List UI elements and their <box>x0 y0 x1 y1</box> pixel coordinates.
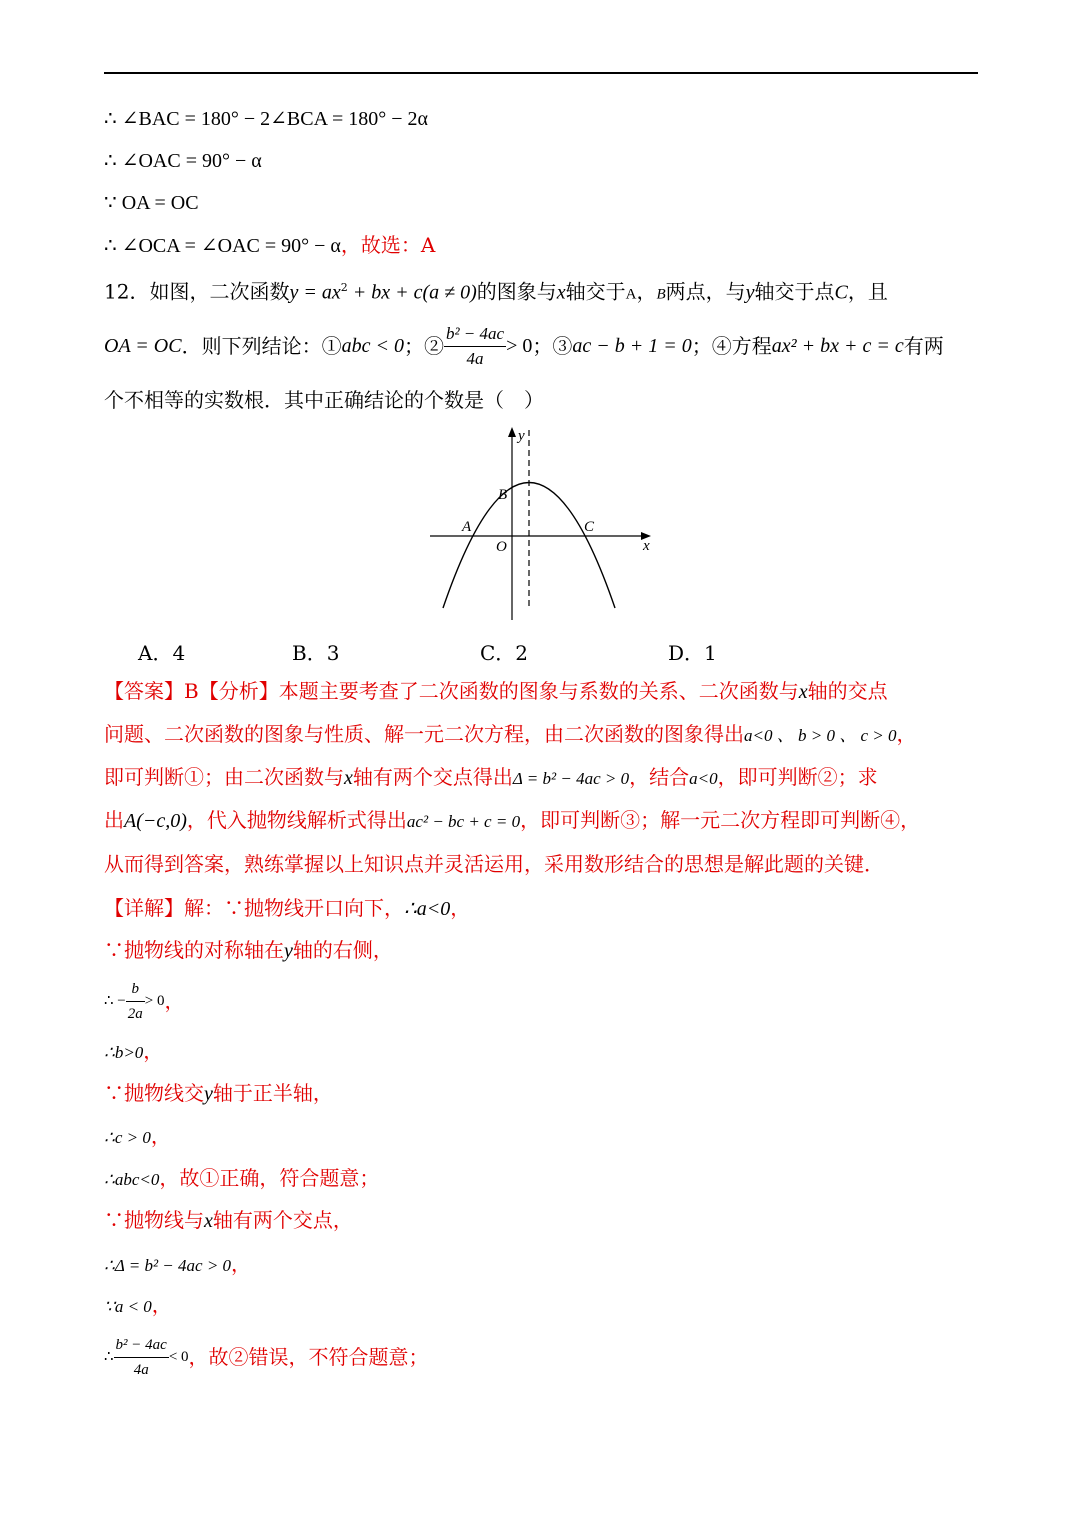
label-C: C <box>584 519 595 535</box>
detail-line-3: ∴ − $\frac{b}{2a}$ > 0 ， <box>104 978 184 1024</box>
detail-line-2: ∵抛物线的对称轴在y轴的右侧， <box>104 938 393 962</box>
fraction: $\frac{\text{b² − 4ac}}{4a}$ <box>445 323 505 368</box>
fraction: $\frac{b}{2a}$ <box>126 977 145 1026</box>
detail-line-9: ∴Δ = b² − 4ac > 0， <box>104 1252 252 1276</box>
label-A: A <box>462 519 472 535</box>
label-O: O <box>496 539 507 555</box>
option-d: D．1 <box>668 641 717 665</box>
answer-line-3: 即可判断①；由二次函数与x轴有两个交点得出Δ = b² − 4ac > 0，结合a<0，即可判断②；求 <box>104 765 878 789</box>
label-B: B <box>498 487 508 503</box>
answer-line-2: 问题、二次函数的图象与性质、解一元二次方程，由二次函数的图象得出a<0 、 b > 0 、 c > 0， <box>104 722 917 746</box>
detail-line-7: ∴abc<0，故①正确，符合题意； <box>104 1166 380 1190</box>
option-c: C．2 <box>480 641 529 665</box>
question-line-3: 个不相等的实数根．其中正确结论的个数是（ ） <box>104 388 544 412</box>
line-3: ∵ OA = OC <box>104 192 199 214</box>
option-b: B．3 <box>292 641 340 665</box>
option-a: A．4 <box>138 641 186 665</box>
question-line-1: 12．如图，二次函数$y = ax^2$ + bx + c(a ≠ 0)的图象与x轴交于A，B两点，与y轴交于点C，且 <box>104 279 888 304</box>
y-axis-arrow <box>508 427 516 437</box>
detail-line-6: ∴c > 0， <box>104 1124 171 1148</box>
header-rule <box>104 72 978 74</box>
detail-line-4: ∴b>0， <box>104 1039 164 1063</box>
fraction: $\frac{\text{b² − 4ac}}{4a}$ <box>114 1333 169 1382</box>
answer-line-4: 出A(−c,0)，代入抛物线解析式得出ac² − bc + c = 0，即可判断③；解一元二次方程即可判断④， <box>104 808 921 832</box>
parabola-figure <box>425 425 660 625</box>
detail-line-10: ∵a < 0， <box>104 1293 172 1317</box>
line-4: ∴ ∠OCA = ∠OAC = 90° − α，故选：A <box>104 233 436 257</box>
detail-line-11: ∴ $\frac{\text{b² − 4ac}}{4a}$ < 0 ，故②错误，不符合题意； <box>104 1333 429 1381</box>
label-x: x <box>643 538 650 554</box>
answer-line-5: 从而得到答案，熟练掌握以上知识点并灵活运用，采用数形结合的思想是解此题的关键． <box>104 852 884 876</box>
question-line-2: OA = OC ．则下列结论：① abc < 0 ；② $\frac{\text{b² − 4ac}}{4a}$ > 0 ；③ ac − b + 1 = 0 ；④方程 ax² + bx + c = c 有两 <box>104 322 944 370</box>
label-y: y <box>518 428 525 444</box>
detail-line-5: ∵抛物线交y轴于正半轴， <box>104 1081 333 1105</box>
detail-line-1: 【详解】解：∵抛物线开口向下，∴a<0， <box>104 896 471 920</box>
line-1: ∴ ∠BAC = 180° − 2∠BCA = 180° − 2α <box>104 108 428 130</box>
line-2: ∴ ∠OAC = 90° − α <box>104 150 262 172</box>
answer-line-1: 【答案】B【分析】本题主要考查了二次函数的图象与系数的关系、二次函数与x轴的交点 <box>104 679 888 703</box>
detail-line-8: ∵抛物线与x轴有两个交点， <box>104 1208 353 1232</box>
